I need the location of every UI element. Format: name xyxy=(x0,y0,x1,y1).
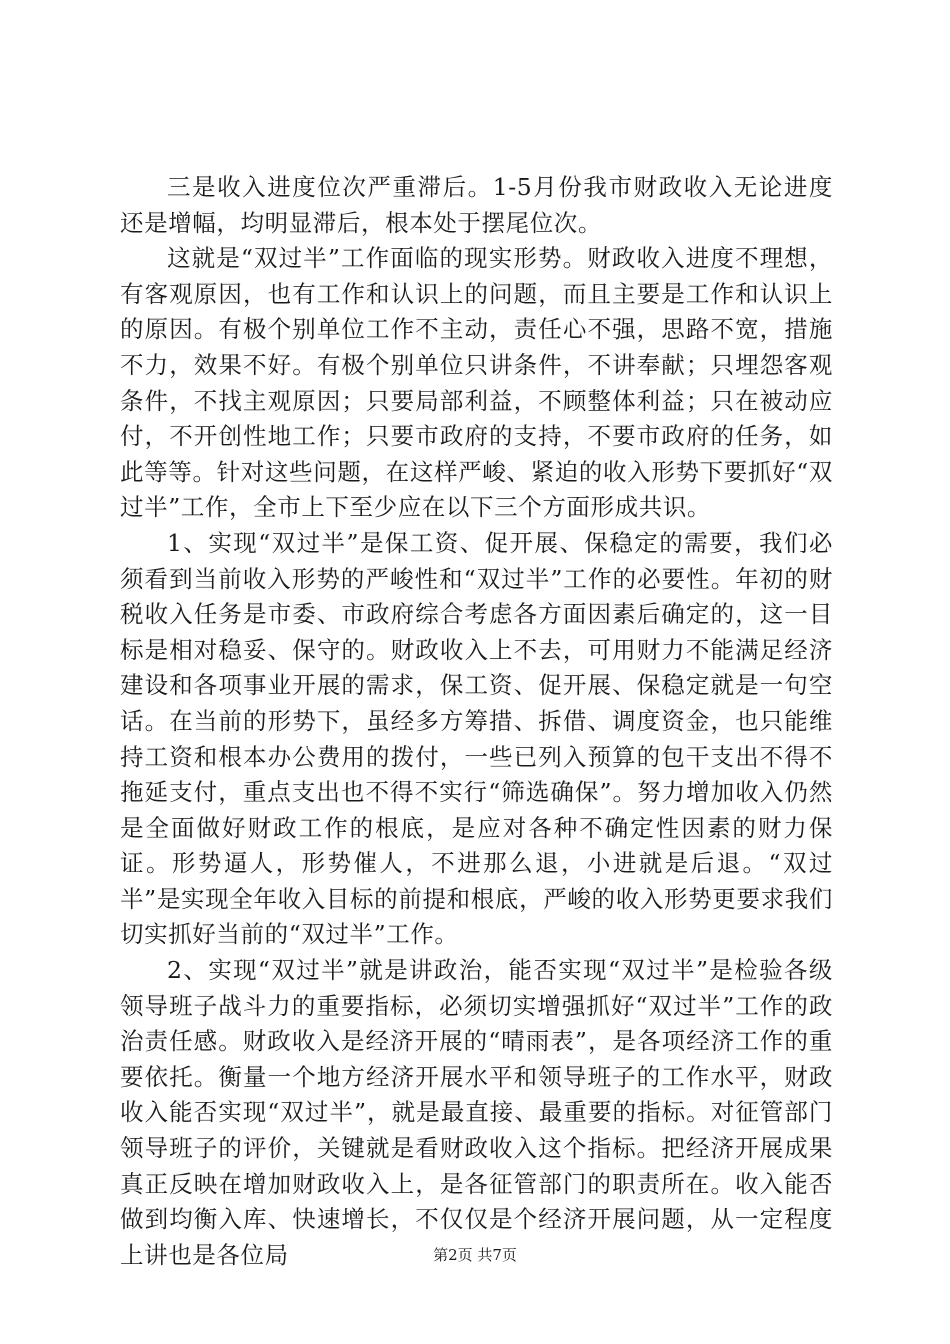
paragraph-3: 1、实现“双过半”是保工资、促开展、保稳定的需要，我们必须看到当前收入形势的严峻性和“双过半”工作的必要性。年初的财税收入任务是市委、市政府综合考虑各方面因素后确定的，这一目标是相对稳妥、保守的。财政收入上不去，可用财力不能满足经济建设和各项事业开展的需求，保工资、促开展、保稳定就是一句空话。在当前的形势下，虽经多方筹措、拆借、调度资金，也只能维持工资和根本办公费用的拨付，一些已列入预算的包干支出不得不拖延支付，重点支出也不得不实行“筛选确保”。努力增加收入仍然是全面做好财政工作的根底，是应对各种不确定性因素的财力保证。形势逼人，形势催人，不进那么退，小进就是后退。“双过半”是实现全年收入目标的前提和根底，严峻的收入形势更要求我们切实抓好当前的“双过半”工作。 xyxy=(120,528,833,949)
paragraph-1: 三是收入进度位次严重滞后。1-5月份我市财政收入无论进度还是增幅，均明显滞后，根本处于摆尾位次。 xyxy=(120,173,833,237)
paragraph-2: 这就是“双过半”工作面临的现实形势。财政收入进度不理想，有客观原因，也有工作和认识上的问题，而且主要是工作和认识上的原因。有极个别单位工作不主动，责任心不强，思路不宽，措施不力，效果不好。有极个别单位只讲条件，不讲奉献；只埋怨客观条件，不找主观原因；只要局部利益，不顾整体利益；只在被动应付，不开创性地工作；只要市政府的支持，不要市政府的任务，如此等等。针对这些问题，在这样严峻、紧迫的收入形势下要抓好“双过半”工作，全市上下至少应在以下三个方面形成共识。 xyxy=(120,244,833,522)
paragraph-4: 2、实现“双过半”就是讲政治，能否实现“双过半”是检验各级领导班子战斗力的重要指标，必须切实增强抓好“双过半”工作的政治责任感。财政收入是经济开展的“晴雨表”，是各项经济工作的重要依托。衡量一个地方经济开展水平和领导班子的工作水平，财政收入能否实现“双过半”，就是最直接、最重要的指标。对征管部门领导班子的评价，关键就是看财政收入这个指标。把经济开展成果真正反映在增加财政收入上，是各征管部门的职责所在。收入能否做到均衡入库、快速增长，不仅仅是个经济开展问题，从一定程度上讲也是各位局 xyxy=(120,956,833,1269)
document-body xyxy=(120,170,833,1273)
page-footer: 第2页 共7页 xyxy=(433,1246,517,1264)
